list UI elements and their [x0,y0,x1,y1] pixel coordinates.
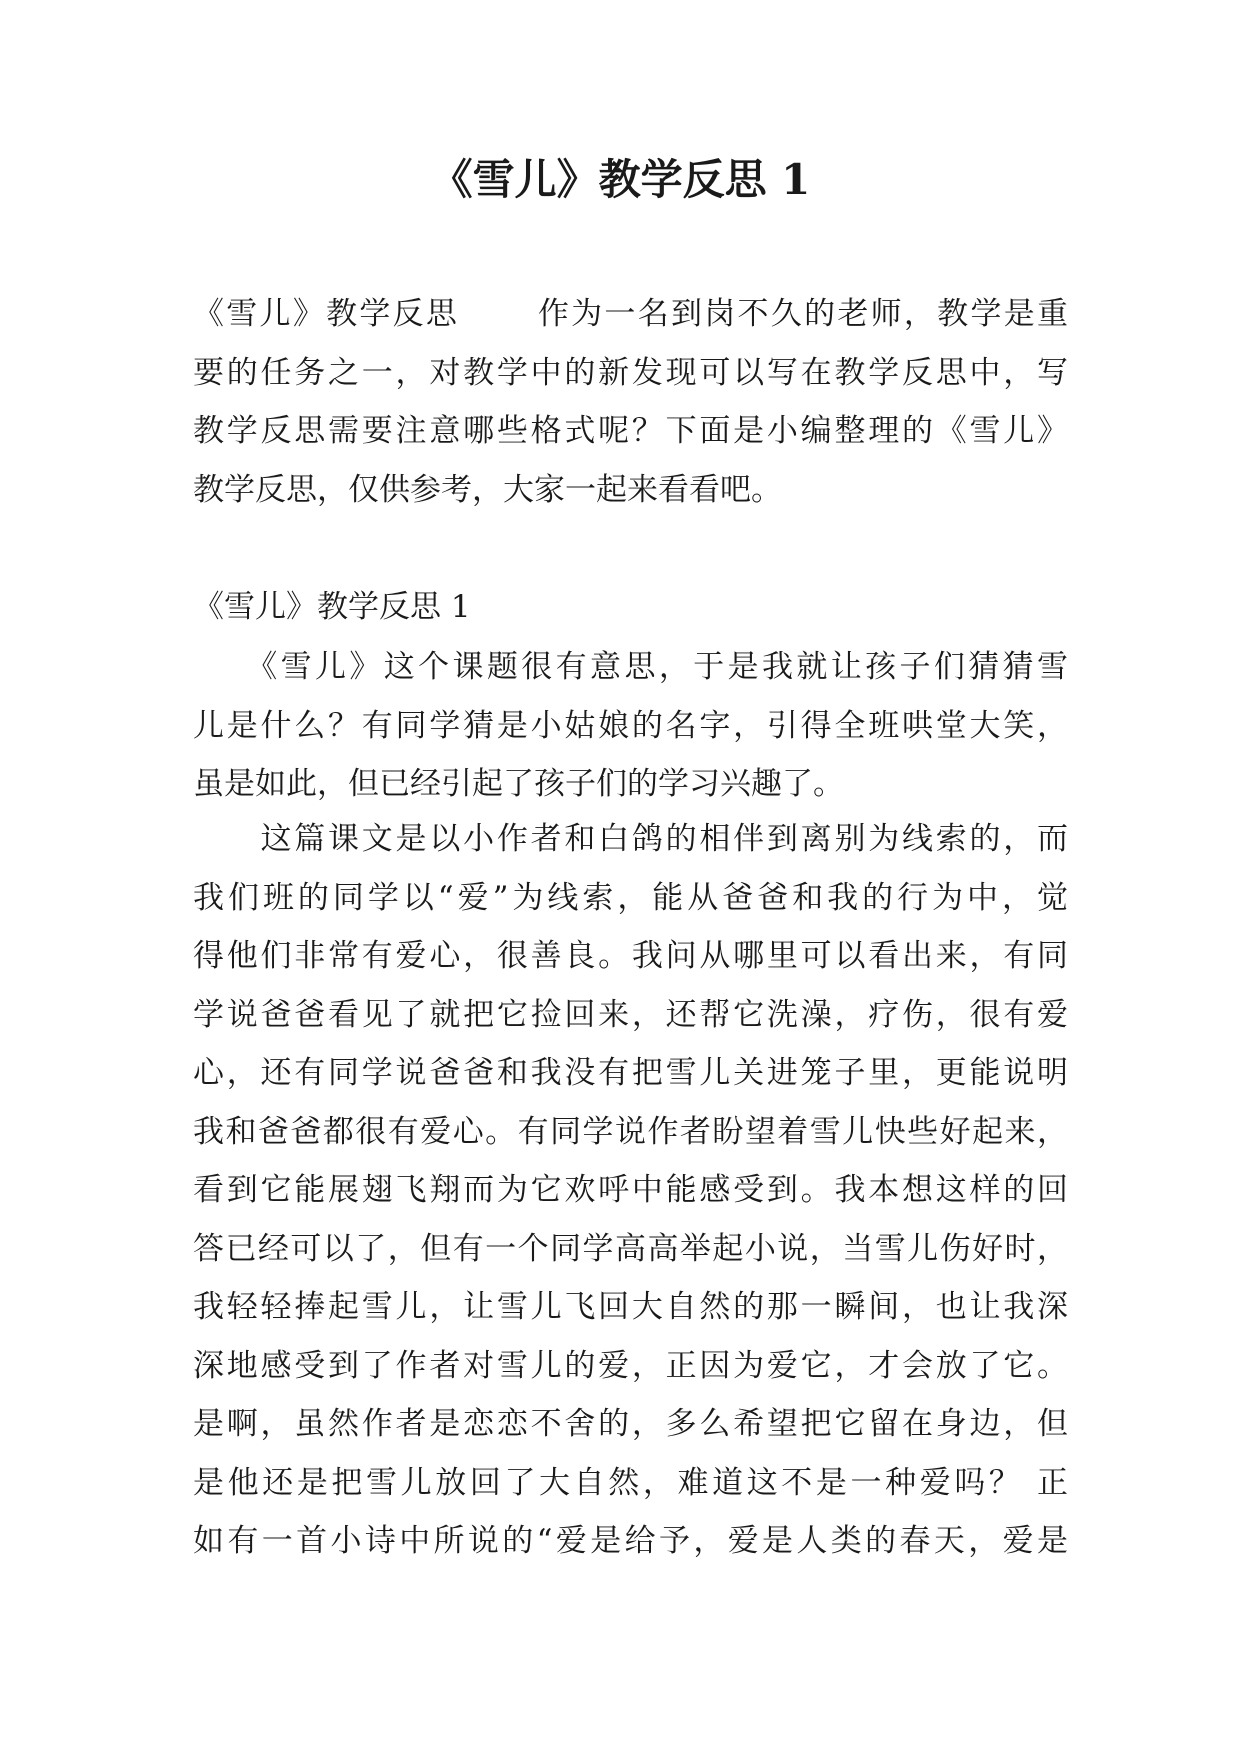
paragraph-line: 是啊，虽然作者是恋恋不舍的，多么希望把它留在身边，但 [193,1406,1068,1442]
section-heading-text: 《雪儿》教学反思 1 [193,589,471,625]
paragraph-line: 如有一首小诗中所说的“爱是给予，爱是人类的春天，爱是 [193,1523,1068,1559]
intro-line: 要的任务之一，对教学中的新发现可以写在教学反思中，写 [193,354,1068,391]
paragraph-2 [193,810,1068,1571]
intro-line: 《雪儿》教学反思 作为一名到岗不久的老师，教学是重 [193,296,1068,332]
intro-paragraph [193,285,1068,519]
intro-line: 教学反思，仅供参考，大家一起来看看吧。 [193,471,782,508]
paragraph-line: 我们班的同学以“爱”为线索，能从爸爸和我的行为中，觉 [193,879,1068,916]
paragraph-line: 这篇课文是以小作者和白鸽的相伴到离别为线索的，而 [193,821,1068,857]
paragraph-line: 看到它能展翅飞翔而为它欢呼中能感受到。我本想这样的回 [193,1172,1068,1208]
paragraph-line: 《雪儿》这个课题很有意思，于是我就让孩子们猜猜雪 [193,649,1068,685]
paragraph-line: 答已经可以了，但有一个同学高高举起小说，当雪儿伤好时， [193,1230,1068,1267]
paragraph-line: 我轻轻捧起雪儿，让雪儿飞回大自然的那一瞬间，也让我深 [193,1289,1068,1325]
paragraph-line: 我和爸爸都很有爱心。有同学说作者盼望着雪儿快些好起来， [193,1113,1068,1150]
paragraph-line: 学说爸爸看见了就把它捡回来，还帮它洗澡，疗伤，很有爱 [193,996,1068,1033]
intro-line: 教学反思需要注意哪些格式呢？下面是小编整理的《雪儿》 [193,413,1068,449]
paragraph-line: 儿是什么？有同学猜是小姑娘的名字，引得全班哄堂大笑， [193,707,1068,744]
document-title: 《雪儿》教学反思 1 [430,155,811,204]
section-heading [193,578,1068,637]
paragraph-1 [193,638,1068,814]
paragraph-line: 得他们非常有爱心，很善良。我问从哪里可以看出来，有同 [193,938,1068,974]
paragraph-line: 深地感受到了作者对雪儿的爱，正因为爱它，才会放了它。 [193,1347,1068,1384]
paragraph-line: 虽是如此，但已经引起了孩子们的学习兴趣了。 [193,766,844,802]
paragraph-line: 心，还有同学说爸爸和我没有把雪儿关进笼子里，更能说明 [193,1055,1068,1091]
paragraph-line: 是他还是把雪儿放回了大自然，难道这不是一种爱吗？ 正 [193,1464,1068,1501]
